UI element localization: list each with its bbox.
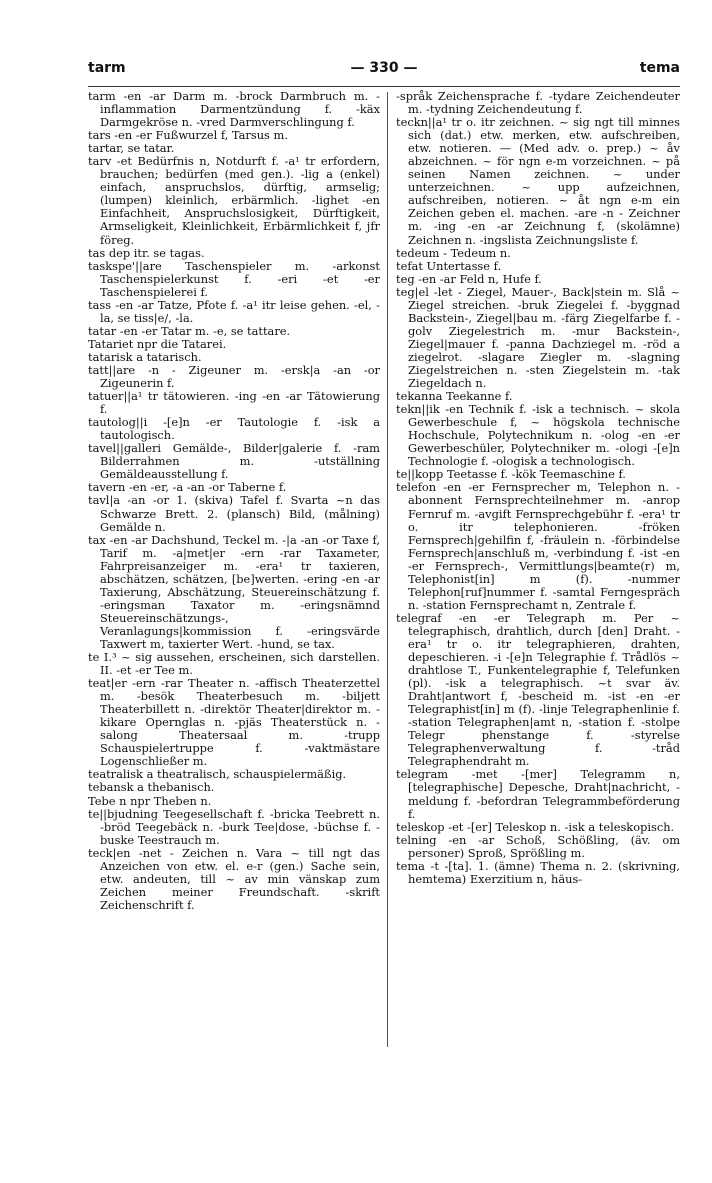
- dictionary-entry: Tatariet npr die Tatarei.: [88, 336, 227, 351]
- dictionary-entry: tebansk a thebanisch.: [88, 780, 215, 795]
- dictionary-entry: tavl|a -an -or 1. (skiva) Tafel f. Svarta ~n das Schwarze Brett. 2. (plansch) Bild, (målning) Gemälde n.: [88, 493, 380, 534]
- right-column: [396, 90, 680, 886]
- column-divider: [387, 92, 388, 1047]
- dictionary-entry: teatralisk a theatralisch, schauspielermäßig.: [88, 767, 347, 782]
- dictionary-entry: tema -t -[ta]. 1. (ämne) Thema n. 2. (skrivning, hemtema) Exerzitium n, häus-: [396, 858, 680, 886]
- dictionary-entry: te||kopp Teetasse f. -kök Teemaschine f.: [396, 467, 626, 482]
- dictionary-entry: teg -en -ar Feld n, Hufe f.: [396, 271, 542, 286]
- dictionary-entry: tekn||ik -en Technik f. -isk a technisch. ~ skola Gewerbeschule f, ~ högskola technische Hochschule, Polytechnikum n. -olog -en -er Gewerbeschüler, Polytechniker m. -ologi -[e]n Technologie f. -ologisk a technologisch.: [396, 402, 680, 469]
- dictionary-entry: tatarisk a tatarisch.: [88, 349, 202, 364]
- header-right-guide-word: tema: [639, 60, 680, 76]
- dictionary-entry: tas dep itr. se tagas.: [88, 245, 205, 260]
- dictionary-entry: te I.³ ~ sig aussehen, erscheinen, sich darstellen. II. -et -er Tee m.: [88, 650, 380, 678]
- dictionary-entry: tedeum - Tedeum n.: [396, 245, 511, 260]
- page-number: — 330 —: [350, 60, 418, 76]
- dictionary-entry: tatt||are -n - Zigeuner m. -ersk|a -an -or Zigeunerin f.: [88, 362, 380, 391]
- dictionary-entry: teck|en -net - Zeichen n. Vara ~ till ngt das Anzeichen von etw. el. e-r (gen.) Sache sein, etw. andeuten, till ~ av min vänskap zum Zeichen meiner Freundschaft. -skrift Zeichenschrift f.: [88, 845, 380, 912]
- page-header: [88, 60, 680, 82]
- dictionary-entry: teleskop -et -[er] Teleskop n. -isk a teleskopisch.: [396, 819, 675, 834]
- header-rule: [88, 86, 680, 87]
- dictionary-entry: teckn||a¹ tr o. itr zeichnen. ~ sig ngt till minnes sich (dat.) etw. merken, etw. aufschreiben, etw. notieren. — (Med adv. o. prep.) ~ åv abzeichnen. ~ för ngn e-m vorzeichnen. ~ på seinen Namen zeichnen. ~ under unterzeichnen. ~ upp aufzeichnen, aufschreiben, notieren. ~ åt ngn e-m ein Zeichen geben el. machen. -are -n - Zeichner m. -ing -en -ar Zeichnung f, (skolämne) Zeichnen n. -ingslista Zeichnungsliste f.: [396, 115, 680, 247]
- dictionary-entry: tarm -en -ar Darm m. -brock Darmbruch m. -inflammation Darmentzündung f. -käx Darmgekröse n. -vred Darmverschlingung f.: [88, 89, 380, 130]
- dictionary-entry: tatar -en -er Tatar m. -e, se tattare.: [88, 323, 291, 338]
- dictionary-entry: telegraf -en -er Telegraph m. Per ~ telegraphisch, drahtlich, durch [den] Draht. -era¹ tr o. itr telegraphieren, drahten, depeschieren. -i -[e]n Telegraphie f. Trådlös ~ drahtlose T., Funkentelegraphie f, Telefunken (pl). -isk a telegraphisch. ~t svar äv. Draht|antwort f, -bescheid m. -ist -en -er Telegraphist[in] m (f). -linje Telegraphenlinie f. -station Telegraphen|amt n, -station f. -stolpe Telegr phenstange f. -styrelse Telegraphenverwaltung f. -tråd Telegraphendraht m.: [396, 610, 680, 769]
- dictionary-entry: tars -en -er Fußwurzel f, Tarsus m.: [88, 128, 288, 143]
- dictionary-entry: taskspe'||are Taschenspieler m. -arkonst Taschenspielerkunst f. -eri -et -er Taschenspielerei f.: [88, 258, 380, 299]
- dictionary-entry: tax -en -ar Dachshund, Teckel m. -|a -an -or Taxe f, Tarif m. -a|met|er -ern -rar Taxameter, Fahrpreisanzeiger m. -era¹ tr taxieren, abschätzen, schätzen, [be]werten. -ering -en -ar Taxierung, Abschätzung, Steuereinschätzung f. -eringsman Taxator m. -eringsnämnd Steuereinschätzungs-, Veranlagungs|kommission f. -eringsvärde Taxwert m, taxierter Wert. -hund, se tax.: [88, 532, 380, 651]
- dictionary-entry: telefon -en -er Fernsprecher m, Telephon n. -abonnent Fernsprechteilnehmer m. -anrop Fernruf m. -avgift Fernsprechgebühr f. -era¹ tr o. itr telephonieren. -fröken Fernsprech|gehilfin f, -fräulein n. -förbindelse Fernsprech|anschluß m, -verbindung f. -ist -en -er Fernsprech-, Vermittlungs|beamte(r) m, Telephonist[in] m (f). -nummer Telephon[ruf]nummer f. -samtal Ferngespräch n. -station Fernsprechamt n, Zentrale f.: [396, 480, 680, 612]
- dictionary-entry: tefat Untertasse f.: [396, 258, 502, 273]
- dictionary-entry: Tebe n npr Theben n.: [88, 793, 212, 808]
- dictionary-entry: tass -en -ar Tatze, Pfote f. -a¹ itr leise gehen. -el, -la, se tiss|e/, -la.: [88, 297, 380, 325]
- dictionary-entry: tekanna Teekanne f.: [396, 389, 513, 404]
- header-left-guide-word: tarm: [88, 60, 126, 76]
- dictionary-entry: tartar, se tatar.: [88, 141, 175, 156]
- left-column: [88, 90, 380, 912]
- dictionary-entry: tatuer||a¹ tr tätowieren. -ing -en -ar Tätowierung f.: [88, 389, 380, 417]
- dictionary-entry: telegram -met -[mer] Telegramm n, [telegraphische] Depesche, Draht|nachricht, -meldung f. -befordran Telegrammbeförderung f.: [396, 767, 680, 821]
- dictionary-entry: -språk Zeichensprache f. -tydare Zeichendeuter m. -tydning Zeichendeutung f.: [396, 89, 680, 117]
- dictionary-entry: tavern -en -er, -a -an -or Taberne f.: [88, 480, 287, 495]
- dictionary-entry: tarv -et Bedürfnis n, Notdurft f. -a¹ tr erfordern, brauchen; bedürfen (med gen.). -lig a (enkel) einfach, anspruchslos, dürftig, armselig; (lumpen) kleinlich, erbärmlich. -lighet -en Einfachheit, Anspruchslosigkeit, Dürftigkeit, Armseligkeit, Kleinlichkeit, Erbärmlichkeit f, jfr föreg.: [88, 154, 380, 247]
- dictionary-entry: tautolog||i -[e]n -er Tautologie f. -isk a tautologisch.: [88, 415, 380, 443]
- dictionary-entry: teg|el -let - Ziegel, Mauer-, Back|stein m. Slå ~ Ziegel streichen. -bruk Ziegelei f. -byggnad Backstein-, Ziegel|bau m. -färg Ziegelfarbe f. -golv Ziegelestrich m. -mur Backstein-, Ziegel|mauer f. -panna Dachziegel m. -röd a ziegelrot. -slagare Ziegler m. -slagning Ziegelstreichen n. -sten Ziegelstein m. -tak Ziegeldach n.: [396, 284, 680, 391]
- dictionary-entry: tavel||galleri Gemälde-, Bilder|galerie f. -ram Bilderrahmen m. -utställning Gemäldeausstellung f.: [88, 441, 380, 482]
- dictionary-entry: telning -en -ar Schoß, Schößling, (äv. om personer) Sproß, Sprößling m.: [396, 832, 680, 860]
- dictionary-entry: te||bjudning Teegesellschaft f. -bricka Teebrett n. -bröd Teegebäck n. -burk Tee|dose, -büchse f. -buske Teestrauch m.: [88, 806, 380, 847]
- dictionary-entry: teat|er -ern -rar Theater n. -affisch Theaterzettel m. -besök Theaterbesuch m. -biljett Theaterbillett n. -direktör Theater|direktor m. -kikare Opernglas n. -pjäs Theaterstück n. -salong Theatersaal m. -trupp Schauspielertruppe f. -vaktmästare Logenschließer m.: [88, 676, 380, 769]
